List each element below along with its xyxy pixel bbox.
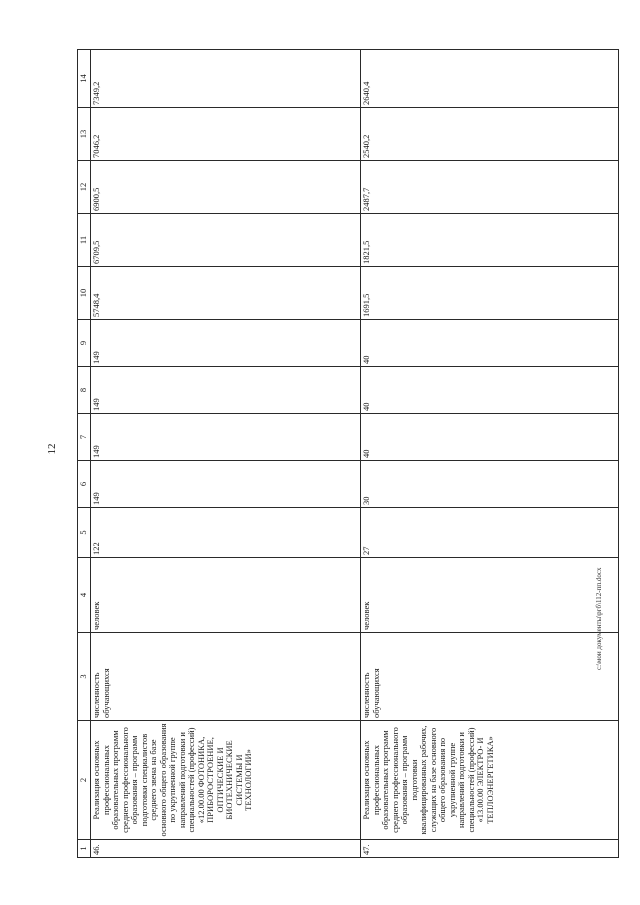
column-header: 5 bbox=[78, 508, 91, 558]
column-header: 3 bbox=[78, 633, 91, 721]
column-header: 4 bbox=[78, 558, 91, 633]
row-number: 46. bbox=[91, 840, 361, 858]
column-header: 8 bbox=[78, 367, 91, 414]
value-cell: 2540,2 bbox=[361, 108, 619, 161]
column-header: 7 bbox=[78, 414, 91, 461]
value-cell: 30 bbox=[361, 461, 619, 508]
table-row bbox=[91, 50, 361, 858]
unit-of-measure: человек bbox=[361, 558, 619, 633]
data-table bbox=[77, 49, 619, 858]
column-header: 11 bbox=[78, 214, 91, 267]
value-cell: 6709,5 bbox=[91, 214, 361, 267]
value-cell: 40 bbox=[361, 367, 619, 414]
page-number: 12 bbox=[46, 443, 58, 455]
value-cell: 2640,4 bbox=[361, 50, 619, 108]
unit-of-measure: человек bbox=[91, 558, 361, 633]
row-number: 47. bbox=[361, 840, 619, 858]
column-number-row bbox=[78, 50, 91, 858]
column-header: 6 bbox=[78, 461, 91, 508]
value-cell: 2487,7 bbox=[361, 161, 619, 214]
budget-table bbox=[77, 50, 614, 858]
column-header: 10 bbox=[78, 267, 91, 320]
column-header: 2 bbox=[78, 721, 91, 840]
table-row bbox=[361, 50, 619, 858]
value-cell: 1691,5 bbox=[361, 267, 619, 320]
column-header: 12 bbox=[78, 161, 91, 214]
column-header: 14 bbox=[78, 50, 91, 108]
value-cell: 1821,5 bbox=[361, 214, 619, 267]
value-cell: 5748,4 bbox=[91, 267, 361, 320]
column-header: 13 bbox=[78, 108, 91, 161]
column-header: 9 bbox=[78, 320, 91, 367]
value-cell: 149 bbox=[91, 461, 361, 508]
value-cell: 27 bbox=[361, 508, 619, 558]
service-name: Реализация основных профессиональных образовательных программ среднего профессионального образования – программ подготовки квалифицированных рабочих, служащих на базе основного общего образования по укрупненной группе направлений подготовки и специальностей (профессий) «13.00.00 ЭЛЕКТРО- И ТЕПЛОЭНЕРГЕТИКА» bbox=[361, 721, 619, 840]
value-cell: 40 bbox=[361, 320, 619, 367]
indicator-name: численность обучающихся bbox=[361, 633, 619, 721]
value-cell: 7349,2 bbox=[91, 50, 361, 108]
column-header: 1 bbox=[78, 840, 91, 858]
indicator-name: численность обучающихся bbox=[91, 633, 361, 721]
value-cell: 122 bbox=[91, 508, 361, 558]
value-cell: 149 bbox=[91, 320, 361, 367]
footer-file-path: c:\мои документы\ргб\112-пп.docx bbox=[595, 567, 603, 670]
value-cell: 149 bbox=[91, 367, 361, 414]
value-cell: 149 bbox=[91, 414, 361, 461]
value-cell: 6900,5 bbox=[91, 161, 361, 214]
value-cell: 40 bbox=[361, 414, 619, 461]
service-name: Реализация основных профессиональных образовательных программ среднего профессионального образования – программ подготовки специалистов среднего звена на базе основного общего образования по укрупненной группе направлений подготовки и специальностей (профессий) «12.00.00 ФОТОНИКА, ПРИБОРОСТРОЕНИЕ, ОПТИЧЕСКИЕ И БИОТЕХНИЧЕСКИЕ СИСТЕМЫ И ТЕХНОЛОГИИ» bbox=[91, 721, 361, 840]
value-cell: 7046,2 bbox=[91, 108, 361, 161]
